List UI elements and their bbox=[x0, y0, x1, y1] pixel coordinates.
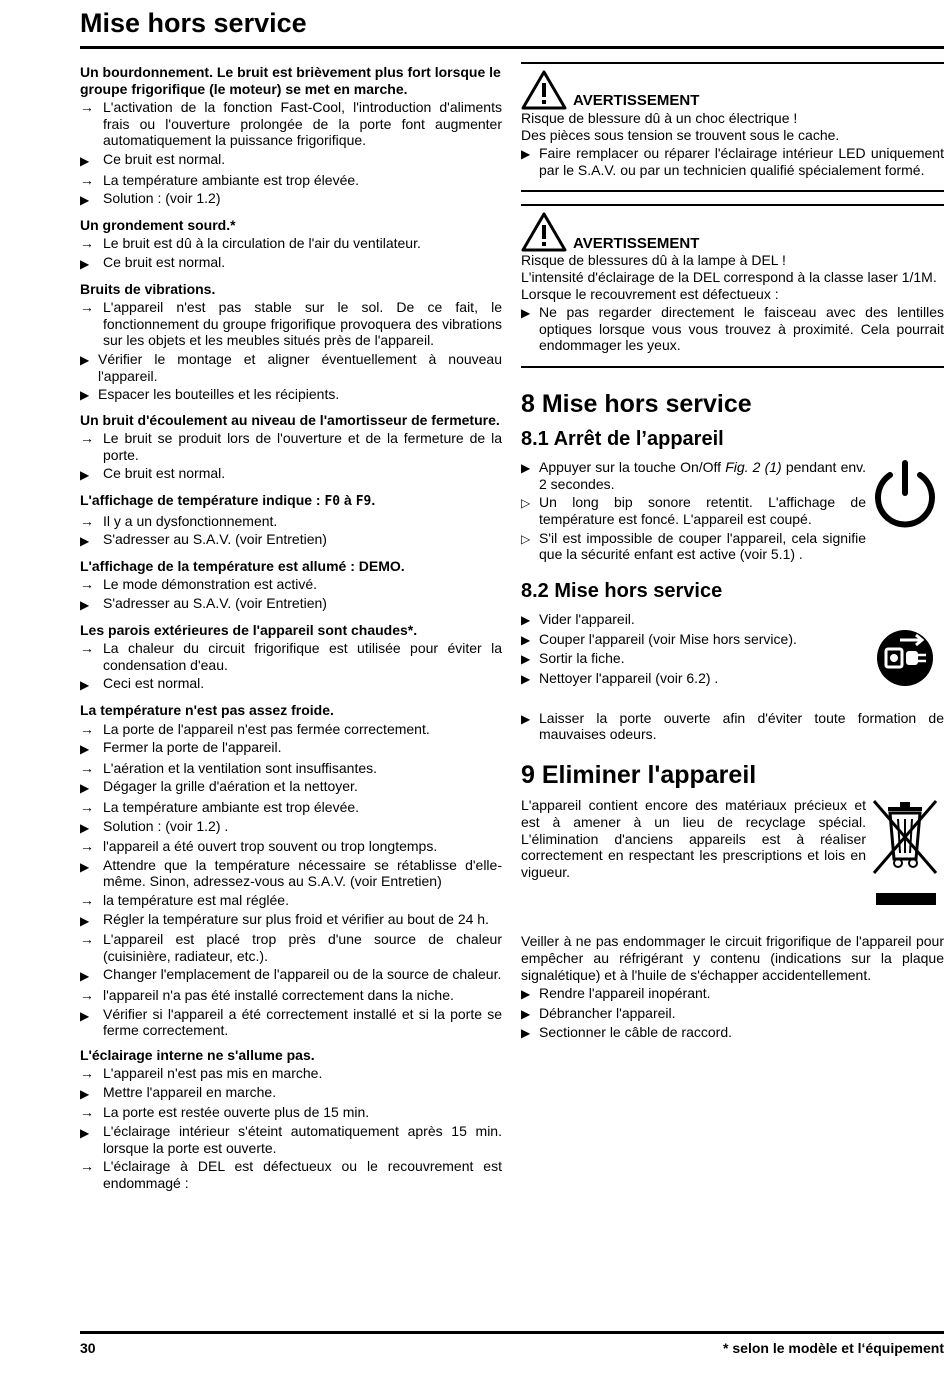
cause-item bbox=[80, 235, 502, 252]
item-text: La chaleur du circuit frigorifique est utilisée pour éviter la condensation d'eau. bbox=[103, 640, 502, 673]
cause-item bbox=[80, 931, 502, 964]
cause-arrow-icon: → bbox=[80, 1065, 94, 1082]
warning-text: Risque de blessures dû à la lampe à DEL ! bbox=[521, 252, 786, 269]
action-arrow-icon: ▶ bbox=[80, 598, 90, 613]
action-item bbox=[80, 151, 502, 170]
cause-arrow-icon: → bbox=[80, 576, 94, 593]
cause-arrow-icon: → bbox=[80, 931, 94, 948]
item-text: L'appareil n'est pas stable sur le sol. De ce fait, le fonctionnement du groupe frigorifique provoquera des vibrations sur les objets et les meubles situés près de l'appareil. bbox=[103, 299, 502, 349]
cause-item bbox=[80, 760, 502, 777]
action-item bbox=[80, 351, 502, 384]
item-text: Le bruit est dû à la circulation de l'air du ventilateur. bbox=[103, 235, 421, 252]
action-arrow-icon: ▶ bbox=[521, 613, 531, 628]
chapter-9-heading: 9 Eliminer l'appareil bbox=[521, 760, 757, 789]
item-text: Vérifier le montage et aligner éventuellement à nouveau l'appareil. bbox=[98, 350, 502, 384]
action-arrow-icon: ▶ bbox=[80, 534, 90, 549]
item-text: L'appareil est placé trop près d'une source de chaleur (cuisinière, radiateur, etc.). bbox=[103, 931, 502, 964]
warning-text: Lorsque le recouvrement est défectueux : bbox=[521, 285, 779, 302]
cause-arrow-icon: → bbox=[80, 798, 94, 815]
footer-rule bbox=[80, 1331, 944, 1334]
step-text: Appuyer sur la touche On/Off Fig. 2 (1) pendant env. 2 secondes. bbox=[539, 459, 867, 492]
cause-item bbox=[80, 640, 502, 673]
cause-item bbox=[80, 513, 502, 530]
action-item bbox=[80, 531, 502, 550]
action-arrow-icon: ▶ bbox=[80, 678, 90, 693]
troubleshooting-section bbox=[80, 64, 502, 209]
result-text: Un long bip sonore retentit. L'affichage de température est foncé. L'appareil est coupé. bbox=[539, 494, 866, 527]
action-arrow-icon: ▶ bbox=[521, 711, 531, 726]
action-item bbox=[80, 1123, 502, 1156]
step-text: Laisser la porte ouverte afin d'éviter toute formation de mauvaises odeurs. bbox=[539, 709, 944, 743]
item-text: Régler la température sur plus froid et vérifier au bout de 24 h. bbox=[103, 910, 489, 927]
section-title: La température n'est pas assez froide. bbox=[80, 702, 334, 718]
action-arrow-icon: ▶ bbox=[80, 969, 90, 984]
action-arrow-icon: ▶ bbox=[80, 913, 90, 928]
cause-arrow-icon: → bbox=[80, 838, 94, 855]
action-arrow-icon: ▶ bbox=[521, 1006, 531, 1021]
warning-title: AVERTISSEMENT bbox=[573, 234, 700, 252]
cause-item bbox=[80, 99, 502, 149]
action-arrow-icon: ▶ bbox=[80, 820, 90, 835]
section-title: Un grondement sourd.* bbox=[80, 216, 236, 233]
warning-action: Ne pas regarder directement le faisceau avec des lentilles optiques lorsque vous vous trouvez à proximité. Cela pourrait endommager les yeux. bbox=[539, 304, 944, 354]
cause-item bbox=[80, 1065, 502, 1082]
chapter-9-intro bbox=[521, 797, 944, 907]
item-text: L'éclairage intérieur s'éteint automatiquement après 15 min. lorsque la porte est ouverte. bbox=[103, 1123, 502, 1156]
cause-arrow-icon: → bbox=[80, 235, 94, 252]
warning-text: Risque de blessure dû à un choc électrique ! bbox=[521, 110, 798, 126]
item-text: L'activation de la fonction Fast-Cool, l'introduction d'aliments frais ou l'ouverture prolongée de la porte font augmenter automatiquement la puissance frigorifique. bbox=[103, 99, 502, 149]
action-arrow-icon: ▶ bbox=[80, 256, 90, 271]
item-text: S'adresser au S.A.V. (voir Entretien) bbox=[103, 531, 327, 548]
right-column bbox=[521, 62, 944, 1044]
cause-arrow-icon: → bbox=[80, 171, 94, 188]
cause-item bbox=[80, 1104, 502, 1121]
footer-note: * selon le modèle et l‘équipement bbox=[723, 1340, 944, 1356]
troubleshooting-section bbox=[80, 412, 502, 484]
item-text: Attendre que la température nécessaire se rétablisse d'elle-même. Sinon, adressez-vous au S.A.V. (voir Entretien) bbox=[103, 856, 502, 890]
warning-title: AVERTISSEMENT bbox=[573, 92, 700, 110]
cause-item bbox=[80, 721, 502, 738]
action-item bbox=[80, 1006, 502, 1039]
action-arrow-icon: ▶ bbox=[521, 672, 531, 687]
cause-arrow-icon: → bbox=[80, 720, 94, 737]
action-arrow-icon: ▶ bbox=[521, 461, 531, 476]
item-text: Solution : (voir 1.2) . bbox=[103, 817, 229, 834]
action-arrow-icon: ▶ bbox=[521, 987, 531, 1002]
step-item bbox=[521, 1024, 944, 1042]
cause-arrow-icon: → bbox=[80, 1104, 94, 1121]
step-text: Couper l'appareil (voir Mise hors service). bbox=[539, 630, 797, 647]
step-item bbox=[521, 1005, 944, 1023]
item-text: Solution : (voir 1.2) bbox=[103, 190, 221, 207]
item-text: Il y a un dysfonctionnement. bbox=[103, 512, 278, 529]
item-text: Dégager la grille d'aération et la nettoyer. bbox=[103, 778, 358, 795]
action-arrow-icon: ▶ bbox=[521, 1026, 531, 1041]
section-title: L'éclairage interne ne s'allume pas. bbox=[80, 1046, 315, 1063]
cause-item bbox=[80, 299, 502, 349]
action-arrow-icon: ▶ bbox=[80, 742, 90, 757]
troubleshooting-section bbox=[80, 492, 502, 550]
action-arrow-icon: ▶ bbox=[80, 1008, 90, 1023]
item-text: La porte est restée ouverte plus de 15 min. bbox=[103, 1104, 370, 1121]
weee-bin-icon bbox=[870, 797, 940, 907]
action-arrow-icon: ▶ bbox=[80, 153, 90, 168]
warning-text: Des pièces sous tension se trouvent sous le cache. bbox=[521, 126, 840, 143]
step-text: Sortir la fiche. bbox=[539, 650, 625, 667]
item-text: S'adresser au S.A.V. (voir Entretien) bbox=[103, 595, 327, 612]
item-text: Le mode démonstration est activé. bbox=[103, 576, 318, 593]
section-8-2-heading: 8.2 Mise hors service bbox=[521, 579, 723, 602]
section-title: L'affichage de température indique : F0 à F9. bbox=[80, 492, 376, 510]
action-arrow-icon: ▶ bbox=[80, 1126, 90, 1141]
step-text: Nettoyer l'appareil (voir 6.2) . bbox=[539, 670, 719, 687]
section-8-2-body bbox=[521, 609, 944, 689]
action-arrow-icon: ▶ bbox=[80, 193, 90, 208]
troubleshooting-section bbox=[80, 1047, 502, 1192]
warning-triangle-icon bbox=[521, 212, 567, 252]
section-title: Un bruit d'écoulement au niveau de l'amortisseur de fermeture. bbox=[80, 411, 500, 428]
cause-item bbox=[80, 172, 502, 189]
action-item bbox=[80, 857, 502, 890]
step-text: Rendre l'appareil inopérant. bbox=[539, 985, 711, 1002]
item-text: Ce bruit est normal. bbox=[103, 150, 226, 167]
item-text: Fermer la porte de l'appareil. bbox=[103, 739, 282, 756]
action-item bbox=[80, 465, 502, 484]
action-arrow-icon: ▶ bbox=[80, 388, 90, 403]
warning-box-electric bbox=[521, 62, 944, 192]
step-item bbox=[521, 650, 866, 668]
warning-triangle-icon bbox=[521, 70, 567, 110]
power-icon bbox=[872, 457, 938, 529]
warning-action: Faire remplacer ou réparer l'éclairage intérieur LED uniquement par le S.A.V. ou par un technicien qualifié spécialement formé. bbox=[539, 145, 944, 178]
item-text: Changer l'emplacement de l'appareil ou de la source de chaleur. bbox=[103, 966, 502, 983]
action-arrow-icon: ▶ bbox=[521, 306, 531, 321]
action-item bbox=[80, 595, 502, 614]
section-title: Les parois extérieures de l'appareil sont chaudes*. bbox=[80, 621, 418, 638]
section-title: L'affichage de la température est allumé : DEMO. bbox=[80, 557, 405, 574]
item-text: L'aération et la ventilation sont insuffisantes. bbox=[103, 759, 378, 776]
cause-item bbox=[80, 838, 502, 855]
item-text: Le bruit se produit lors de l'ouverture et de la fermeture de la porte. bbox=[103, 430, 502, 463]
action-item bbox=[80, 778, 502, 797]
action-arrow-icon: ▶ bbox=[80, 781, 90, 796]
troubleshooting-section bbox=[80, 558, 502, 614]
cause-arrow-icon: → bbox=[80, 512, 94, 529]
item-text: La porte de l'appareil n'est pas fermée correctement. bbox=[103, 720, 430, 737]
step-text: Sectionner le câble de raccord. bbox=[539, 1024, 732, 1041]
disposal-intro: L'appareil contient encore des matériaux précieux et est à amener à un lieu de recyclage spécial. L'élimination d'anciens appareils est à réaliser correctement en respectant les prescriptions et lois en vigueur. bbox=[521, 797, 866, 880]
step-item bbox=[521, 985, 944, 1003]
cause-arrow-icon: → bbox=[80, 99, 94, 116]
cause-item bbox=[80, 987, 502, 1004]
item-text: Mettre l'appareil en marche. bbox=[103, 1083, 277, 1100]
item-text: L'appareil n'est pas mis en marche. bbox=[103, 1065, 323, 1082]
action-item bbox=[80, 190, 502, 209]
item-text: Ceci est normal. bbox=[103, 675, 205, 692]
action-arrow-icon: ▶ bbox=[80, 859, 90, 874]
action-item bbox=[80, 966, 502, 985]
item-text: l'appareil n'a pas été installé correctement dans la niche. bbox=[103, 986, 454, 1003]
item-text: la température est mal réglée. bbox=[103, 891, 289, 908]
troubleshooting-section bbox=[80, 702, 502, 1039]
action-item bbox=[80, 739, 502, 758]
cause-arrow-icon: → bbox=[80, 891, 94, 908]
header-rule bbox=[80, 46, 944, 49]
item-text: L'éclairage à DEL est défectueux ou le recouvrement est endommagé : bbox=[103, 1158, 502, 1191]
troubleshooting-section bbox=[80, 217, 502, 273]
cause-arrow-icon: → bbox=[80, 986, 94, 1003]
action-item bbox=[80, 1084, 502, 1103]
page-title: Mise hors service bbox=[80, 8, 307, 38]
action-item bbox=[80, 386, 502, 404]
step-item bbox=[521, 611, 866, 629]
result-text: S'il est impossible de couper l'appareil, cela signifie que la sécurité enfant est active (voir 5.1) . bbox=[539, 529, 866, 563]
cause-arrow-icon: → bbox=[80, 759, 94, 776]
section-8-1-body bbox=[521, 457, 944, 565]
cause-item bbox=[80, 892, 502, 909]
item-text: Ce bruit est normal. bbox=[103, 253, 226, 270]
section-8-1-heading: 8.1 Arrêt de l’appareil bbox=[521, 427, 724, 450]
item-text: l'appareil a été ouvert trop souvent ou trop longtemps. bbox=[103, 838, 438, 855]
troubleshooting-column bbox=[80, 64, 502, 1199]
cause-arrow-icon: → bbox=[80, 299, 94, 316]
warning-box-led bbox=[521, 204, 944, 368]
cause-item bbox=[80, 576, 502, 593]
figure-reference: Fig. 2 (1) bbox=[725, 459, 782, 476]
result-triangle-icon: ▷ bbox=[521, 496, 531, 511]
troubleshooting-section bbox=[80, 281, 502, 404]
cause-arrow-icon: → bbox=[80, 1158, 94, 1175]
step-item bbox=[521, 631, 866, 649]
step-text: Débrancher l'appareil. bbox=[539, 1004, 676, 1021]
action-arrow-icon: ▶ bbox=[521, 652, 531, 667]
cause-arrow-icon: → bbox=[80, 430, 94, 447]
action-item bbox=[80, 818, 502, 837]
action-item bbox=[80, 254, 502, 273]
section-title: Bruits de vibrations. bbox=[80, 280, 216, 297]
item-text: Ce bruit est normal. bbox=[103, 465, 226, 482]
section-title: Un bourdonnement. Le bruit est brièvement plus fort lorsque le groupe frigorifique (le moteur) se met en marche. bbox=[80, 64, 501, 97]
action-item bbox=[80, 911, 502, 930]
result-triangle-icon: ▷ bbox=[521, 531, 531, 546]
item-text: Espacer les bouteilles et les récipients. bbox=[98, 386, 340, 403]
step-item bbox=[521, 670, 866, 688]
action-item bbox=[80, 675, 502, 694]
cause-item bbox=[80, 799, 502, 816]
warning-text: L'intensité d'éclairage de la DEL correspond à la classe laser 1/1M. bbox=[521, 268, 937, 285]
unplug-icon bbox=[876, 629, 934, 687]
item-text: Vérifier si l'appareil a été correctement installé et si la porte se ferme correctement. bbox=[103, 1005, 502, 1039]
chapter-8-heading: 8 Mise hors service bbox=[521, 389, 752, 418]
cause-item bbox=[80, 430, 502, 463]
cause-arrow-icon: → bbox=[80, 640, 94, 657]
item-text: La température ambiante est trop élevée. bbox=[103, 798, 360, 815]
action-arrow-icon: ▶ bbox=[80, 352, 90, 367]
action-arrow-icon: ▶ bbox=[521, 147, 531, 162]
item-text: La température ambiante est trop élevée. bbox=[103, 171, 360, 188]
action-arrow-icon: ▶ bbox=[80, 1086, 90, 1101]
action-arrow-icon: ▶ bbox=[521, 632, 531, 647]
step-text: Vider l'appareil. bbox=[539, 611, 635, 628]
disposal-warning: Veiller à ne pas endommager le circuit frigorifique de l'appareil pour empêcher au réfrigérant y contenu (indications sur la plaque signalétique) et à l'huile de s'échapper accidentellement. bbox=[521, 933, 944, 983]
page-number: 30 bbox=[80, 1340, 96, 1356]
action-arrow-icon: ▶ bbox=[80, 468, 90, 483]
cause-item bbox=[80, 1158, 502, 1191]
troubleshooting-section bbox=[80, 622, 502, 694]
